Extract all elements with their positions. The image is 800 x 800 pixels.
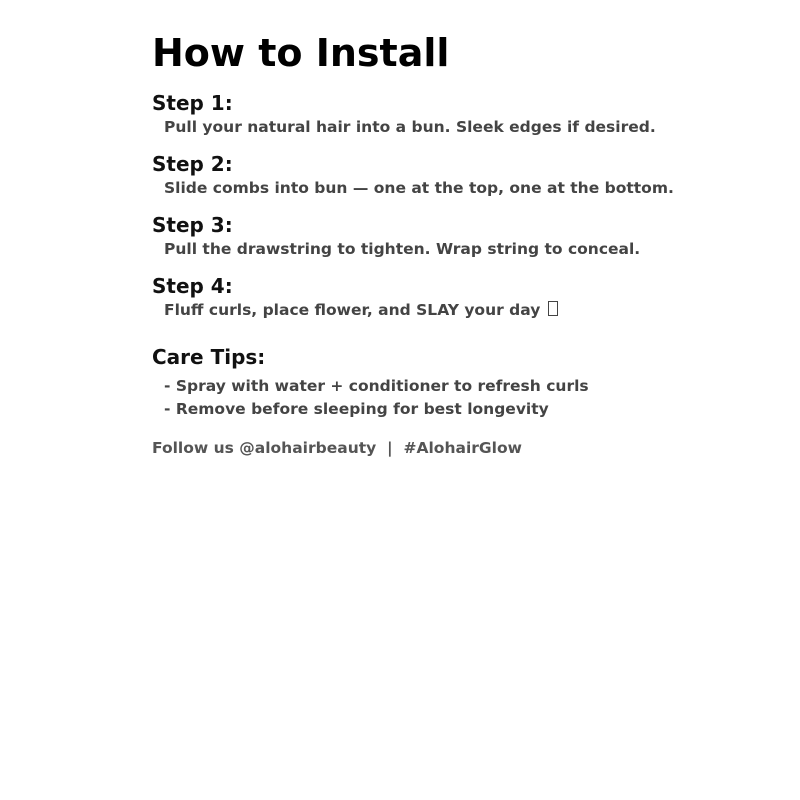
step-heading: Step 4: [152, 274, 233, 298]
step-text-content: Fluff curls, place flower, and SLAY your day [164, 301, 546, 319]
missing-emoji-icon [548, 301, 558, 316]
step-text: Pull your natural hair into a bun. Sleek edges if desired. [164, 118, 656, 136]
social-hashtag: #AlohairGlow [403, 439, 522, 457]
steps-list [152, 90, 772, 321]
care-tips-section [152, 343, 772, 421]
step-2 [152, 151, 772, 199]
step-heading: Step 2: [152, 152, 233, 176]
social-footer [152, 437, 772, 459]
care-tip-item: - Spray with water + conditioner to refresh curls [164, 377, 589, 395]
footer-separator: | [387, 439, 393, 457]
step-3 [152, 212, 772, 260]
step-4 [152, 273, 772, 321]
social-handle: Follow us @alohairbeauty [152, 439, 377, 457]
step-text [164, 299, 772, 321]
step-heading: Step 3: [152, 213, 233, 237]
step-text: Slide combs into bun — one at the top, one at the bottom. [164, 179, 674, 197]
page-title: How to Install [152, 31, 450, 75]
step-1 [152, 90, 772, 138]
care-tips-heading: Care Tips: [152, 345, 266, 369]
step-text: Pull the drawstring to tighten. Wrap string to conceal. [164, 240, 641, 258]
care-tip-item: - Remove before sleeping for best longevity [164, 400, 549, 418]
step-heading: Step 1: [152, 91, 233, 115]
instructions-content [152, 30, 772, 459]
